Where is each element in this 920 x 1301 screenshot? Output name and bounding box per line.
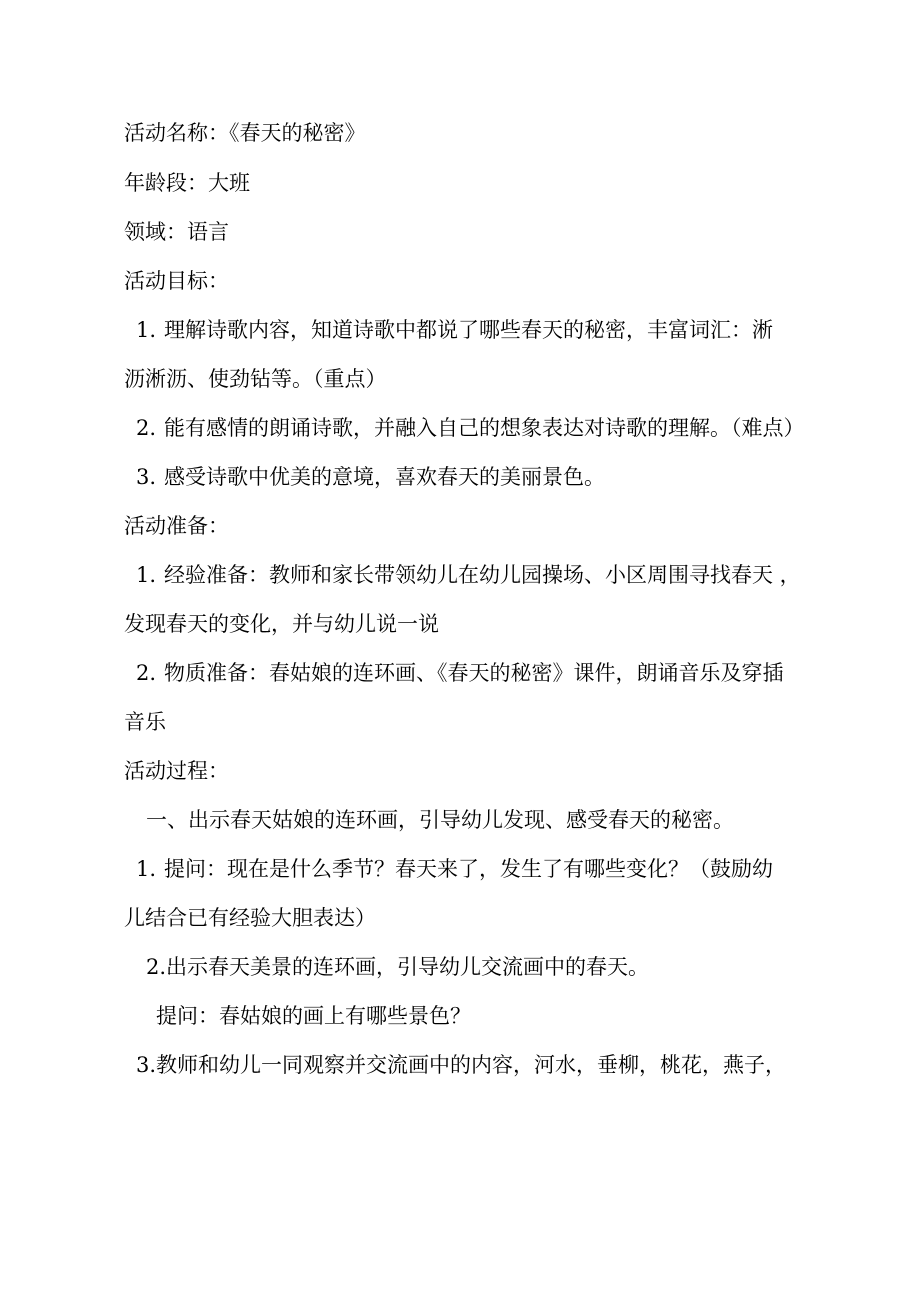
goal-item-3 [136,463,605,491]
goal-item-1-text: 理解诗歌内容，知道诗歌中都说了哪些春天的秘密，丰富词汇：淅 [164,318,773,342]
goal-item-1-line-2: 沥淅沥、使劲钻等。（重点） [124,367,387,391]
process-item-2-number: 2. [146,955,167,979]
goal-item-3-text: 感受诗歌中优美的意境，喜欢春天的美丽景色。 [164,465,605,489]
age-group: 年龄段：大班 [124,171,250,195]
process-item-2-line-1 [146,953,649,981]
process-item-3-line-1 [136,1051,786,1079]
process-item-3-text: 教师和幼儿一同观察并交流画中的内容，河水，垂柳，桃花，燕子， [156,1053,786,1077]
prep-item-2-number: 2. [136,661,157,685]
prep-item-1-text: 经验准备：教师和家长带领幼儿在幼儿园操场、小区周围寻找春天 ， [164,563,801,587]
goal-item-2 [136,414,805,442]
prep-item-2-line-1 [136,659,784,687]
process-item-1-number: 1. [136,857,157,881]
process-item-1-line-2: 儿结合已有经验大胆表达） [124,906,376,930]
process-item-2-text: 出示春天美景的连环画，引导幼儿交流画中的春天。 [166,955,649,979]
process-item-2-line-2: 提问：春姑娘的画上有哪些景色？ [156,1004,471,1028]
domain-field: 领域：语言 [124,220,229,244]
prep-item-1-line-2: 发现春天的变化，并与幼儿说一说 [124,612,439,636]
prep-item-2-text: 物质准备：春姑娘的连环画、《春天的秘密》课件，朗诵音乐及穿插 [164,661,784,685]
activity-name: 活动名称：《春天的秘密》 [124,121,366,145]
process-item-1-line-1 [136,855,773,883]
prep-heading: 活动准备： [124,514,229,538]
process-section-1: 一、出示春天姑娘的连环画，引导幼儿发现、感受春天的秘密。 [146,808,734,832]
goal-item-1-number: 1. [136,318,157,342]
goal-item-3-number: 3. [136,465,157,489]
goal-item-1-line-1 [136,316,773,344]
process-heading: 活动过程： [124,759,229,783]
prep-item-1-line-1 [136,561,801,589]
process-item-1-text: 提问：现在是什么季节？春天来了，发生了有哪些变化？（鼓励幼 [164,857,773,881]
goals-heading: 活动目标： [124,269,229,293]
goal-item-2-number: 2. [136,416,157,440]
process-item-3-number: 3. [136,1053,157,1077]
prep-item-1-number: 1. [136,563,157,587]
goal-item-2-text: 能有感情的朗诵诗歌，并融入自己的想象表达对诗歌的理解。（难点） [164,416,805,440]
prep-item-2-line-2: 音乐 [124,710,166,734]
